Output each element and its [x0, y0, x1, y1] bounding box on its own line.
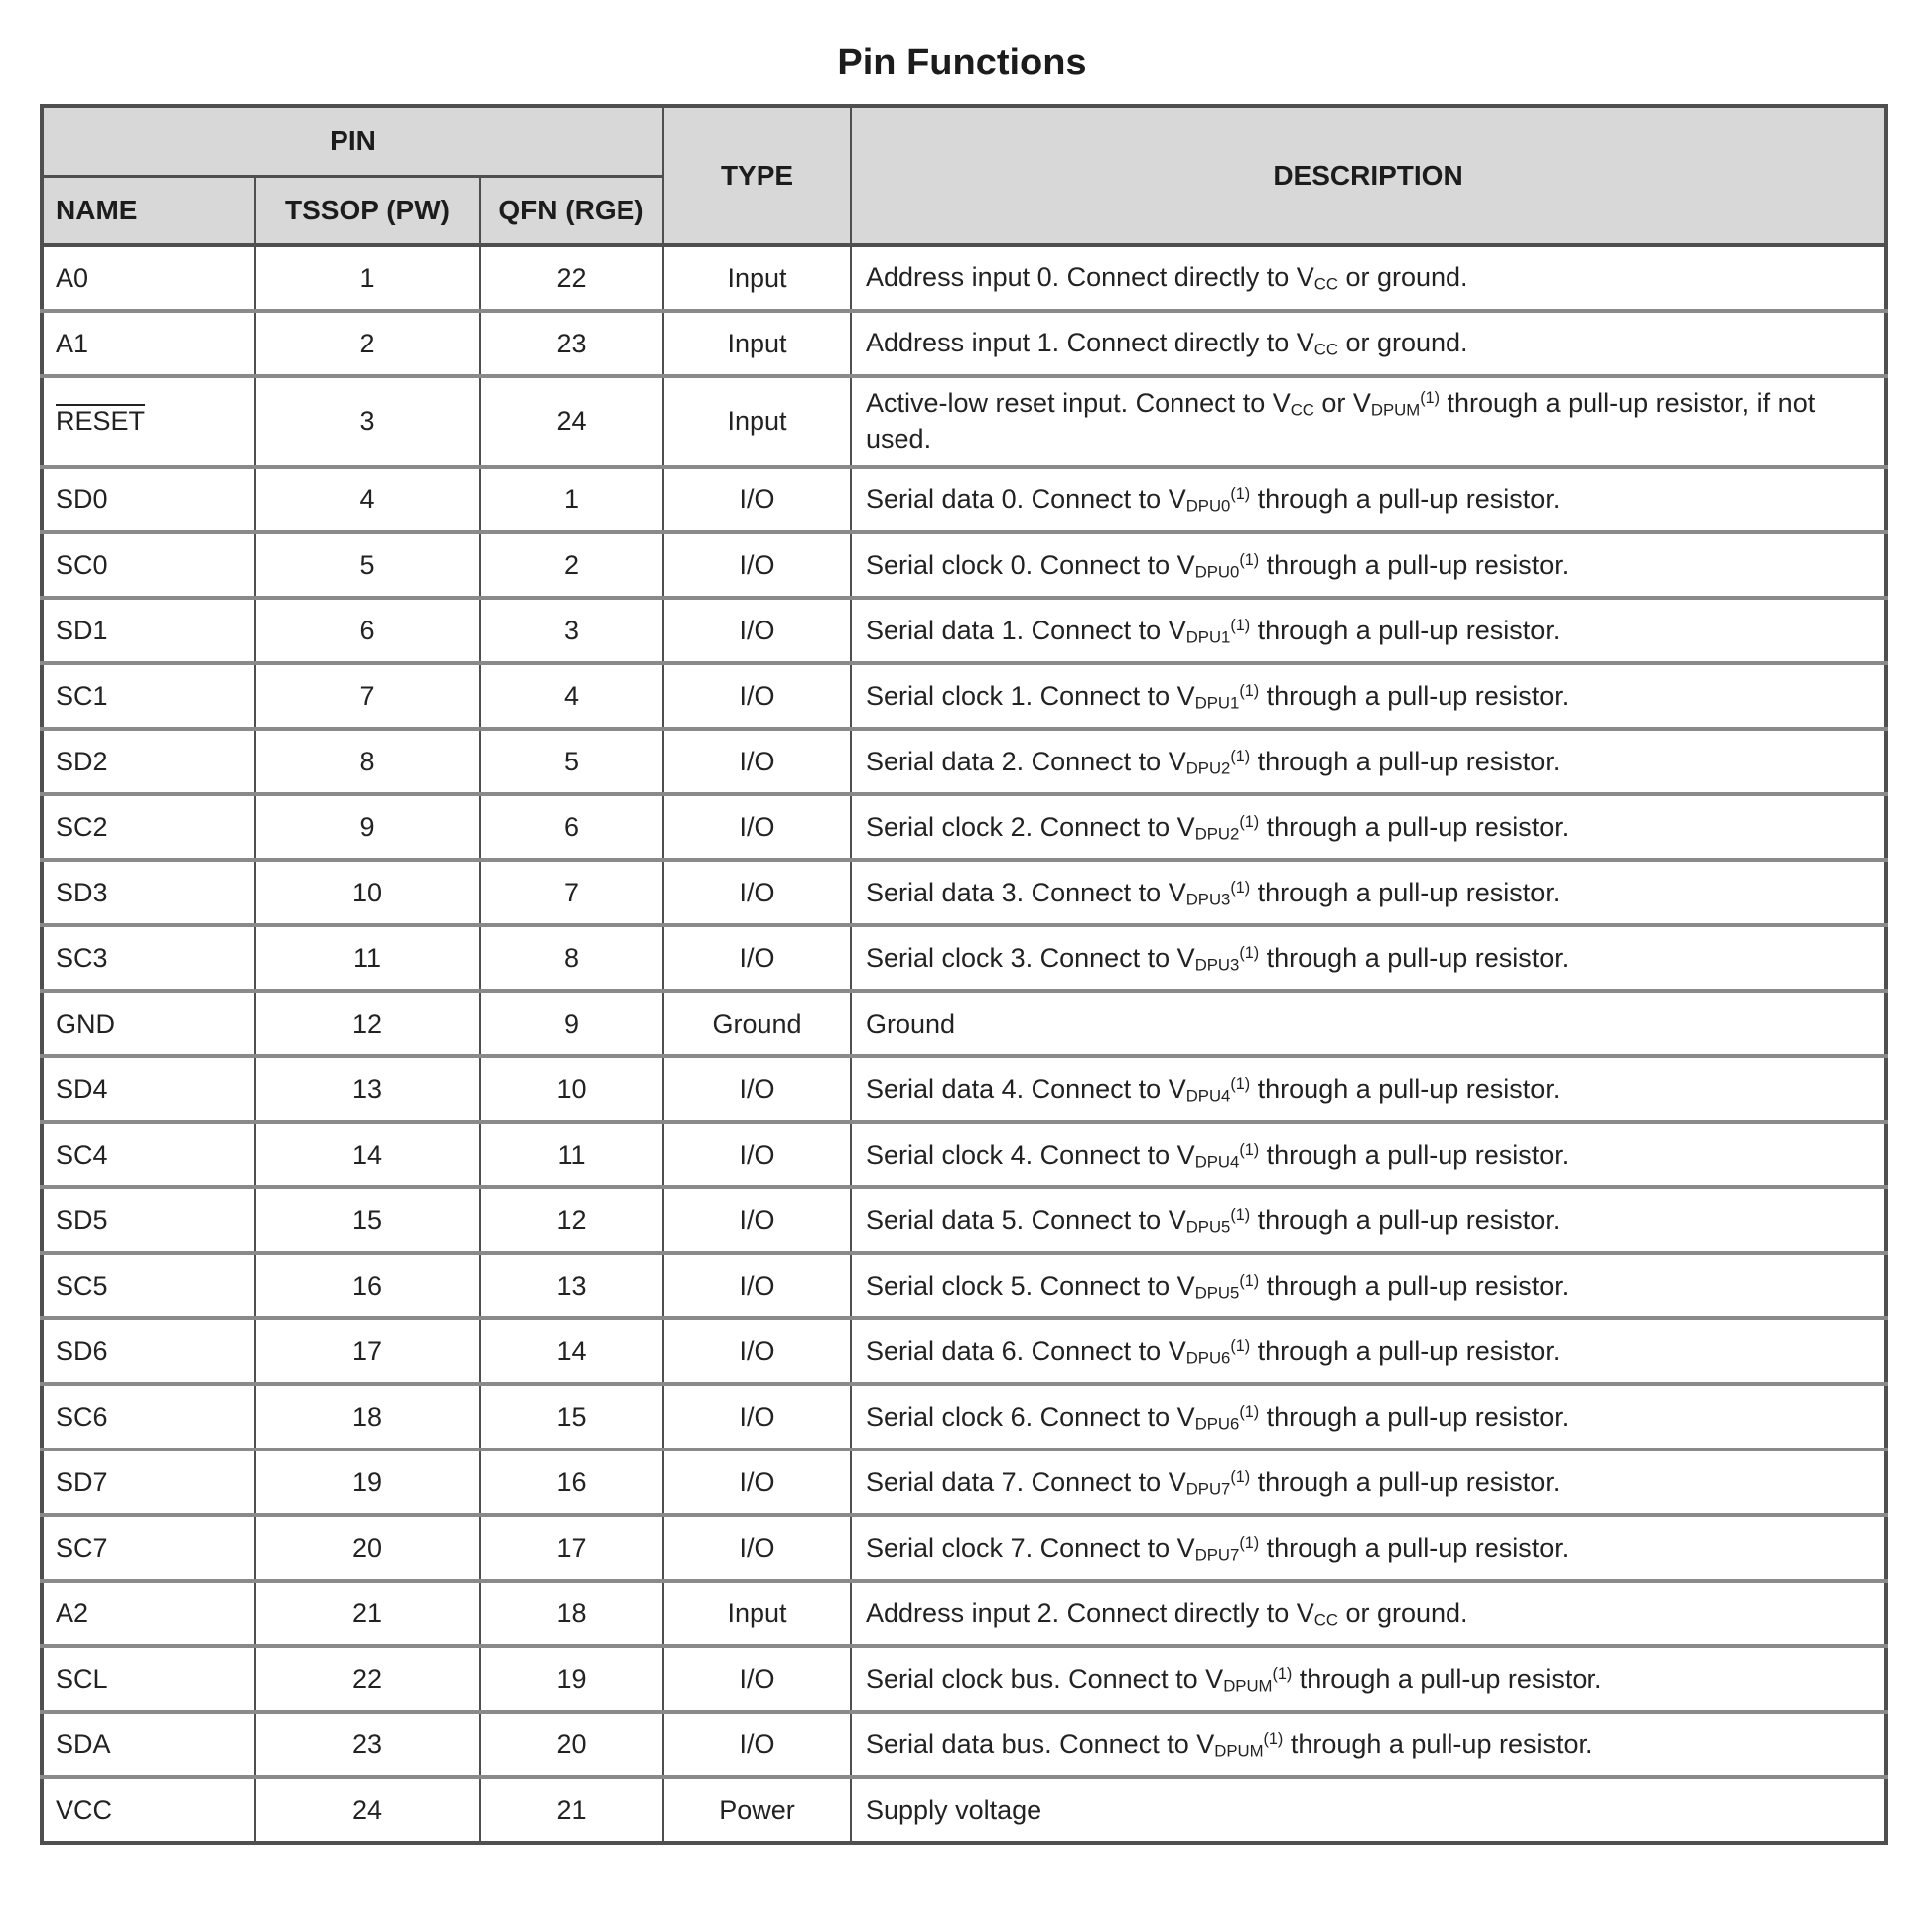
- table-header: [42, 106, 1886, 245]
- pin-type-cell: I/O: [663, 1712, 851, 1777]
- pin-name-cell: SC4: [42, 1122, 255, 1187]
- voltage-subscript: CC: [1290, 400, 1314, 420]
- pin-description-cell: Active-low reset input. Connect to $V_{CC}$ or $V_{DPUM}^{(1)}$ through a pull-up resistor, if not used.: [851, 376, 1886, 467]
- pin-tssop-cell: 15: [255, 1187, 480, 1253]
- pin-tssop-cell: 8: [255, 729, 480, 794]
- pin-tssop-cell: 13: [255, 1056, 480, 1122]
- pin-qfn-cell: 12: [480, 1187, 663, 1253]
- pin-row: [42, 376, 1886, 467]
- pin-qfn-cell: 23: [480, 311, 663, 376]
- pin-qfn-cell: 22: [480, 245, 663, 311]
- pin-description-cell: Serial clock 0. Connect to $V_{DPU0}^{(1)}$ through a pull-up resistor.: [851, 532, 1886, 598]
- header-name: NAME: [42, 176, 255, 245]
- pin-description-cell: Address input 0. Connect directly to $V_{CC}$ or ground.: [851, 245, 1886, 311]
- pin-tssop-cell: 21: [255, 1581, 480, 1646]
- pin-tssop-cell: 20: [255, 1515, 480, 1581]
- pin-description-cell: Serial clock 1. Connect to $V_{DPU1}^{(1)}$ through a pull-up resistor.: [851, 663, 1886, 729]
- footnote-superscript: (1): [1263, 1729, 1284, 1748]
- footnote-superscript: (1): [1239, 1140, 1260, 1159]
- pin-description-cell: Serial data 1. Connect to $V_{DPU1}^{(1)}$ through a pull-up resistor.: [851, 598, 1886, 663]
- pin-description-cell: Address input 2. Connect directly to $V_{CC}$ or ground.: [851, 1581, 1886, 1646]
- pin-type-cell: I/O: [663, 1187, 851, 1253]
- pin-type-cell: I/O: [663, 794, 851, 860]
- voltage-subscript: DPU2: [1194, 824, 1240, 844]
- pin-description-cell: Serial data bus. Connect to $V_{DPUM}^{(1)}$ through a pull-up resistor.: [851, 1712, 1886, 1777]
- pin-description-cell: Serial clock 4. Connect to $V_{DPU4}^{(1)}$ through a pull-up resistor.: [851, 1122, 1886, 1187]
- pin-row: [42, 532, 1886, 598]
- pin-tssop-cell: 17: [255, 1318, 480, 1384]
- pin-name-cell: SC3: [42, 925, 255, 991]
- pin-row: [42, 1318, 1886, 1384]
- pin-row: [42, 1056, 1886, 1122]
- pin-name-cell: SD0: [42, 467, 255, 532]
- pin-qfn-cell: 18: [480, 1581, 663, 1646]
- pin-name-cell: SD3: [42, 860, 255, 925]
- pin-row: [42, 1712, 1886, 1777]
- pin-type-cell: I/O: [663, 1646, 851, 1712]
- pin-row: [42, 467, 1886, 532]
- pin-name-cell: SC1: [42, 663, 255, 729]
- pin-type-cell: Power: [663, 1777, 851, 1843]
- pin-name-cell: SC2: [42, 794, 255, 860]
- pin-name-cell: VCC: [42, 1777, 255, 1843]
- pin-table-body: [42, 245, 1886, 1843]
- footnote-superscript: (1): [1230, 1205, 1251, 1224]
- pin-row: [42, 311, 1886, 376]
- voltage-subscript: DPU1: [1185, 627, 1231, 647]
- pin-tssop-cell: 22: [255, 1646, 480, 1712]
- pin-row: [42, 245, 1886, 311]
- pin-tssop-cell: 2: [255, 311, 480, 376]
- pin-row: [42, 1449, 1886, 1515]
- pin-type-cell: I/O: [663, 532, 851, 598]
- footnote-superscript: (1): [1230, 878, 1251, 897]
- pin-tssop-cell: 16: [255, 1253, 480, 1318]
- pin-tssop-cell: 10: [255, 860, 480, 925]
- footnote-superscript: (1): [1230, 616, 1251, 634]
- voltage-subscript: DPU2: [1185, 759, 1231, 778]
- pin-row: [42, 1384, 1886, 1449]
- footnote-superscript: (1): [1230, 1074, 1251, 1093]
- pin-description-cell: Serial clock 6. Connect to $V_{DPU6}^{(1)}$ through a pull-up resistor.: [851, 1384, 1886, 1449]
- voltage-subscript: DPU5: [1194, 1283, 1240, 1303]
- pin-name-cell: SC5: [42, 1253, 255, 1318]
- footnote-superscript: (1): [1239, 812, 1260, 831]
- voltage-subscript: DPU4: [1194, 1152, 1240, 1172]
- pin-tssop-cell: 6: [255, 598, 480, 663]
- pin-tssop-cell: 3: [255, 376, 480, 467]
- pin-tssop-cell: 14: [255, 1122, 480, 1187]
- pin-tssop-cell: 19: [255, 1449, 480, 1515]
- pin-type-cell: Input: [663, 245, 851, 311]
- pin-name-cell: GND: [42, 991, 255, 1056]
- voltage-subscript: DPU1: [1194, 693, 1240, 713]
- header-tssop: TSSOP (PW): [255, 176, 480, 245]
- pin-tssop-cell: 11: [255, 925, 480, 991]
- voltage-subscript: DPU5: [1185, 1217, 1231, 1237]
- pin-row: [42, 598, 1886, 663]
- pin-type-cell: I/O: [663, 925, 851, 991]
- pin-qfn-cell: 3: [480, 598, 663, 663]
- pin-qfn-cell: 4: [480, 663, 663, 729]
- pin-name-cell: SC6: [42, 1384, 255, 1449]
- pin-name-cell: SD4: [42, 1056, 255, 1122]
- pin-type-cell: I/O: [663, 1318, 851, 1384]
- voltage-subscript: CC: [1313, 274, 1338, 294]
- pin-description-cell: Serial data 6. Connect to $V_{DPU6}^{(1)}$ through a pull-up resistor.: [851, 1318, 1886, 1384]
- voltage-subscript: DPU6: [1194, 1414, 1240, 1434]
- pin-name-cell: SD1: [42, 598, 255, 663]
- voltage-subscript: DPU6: [1185, 1348, 1231, 1368]
- pin-row: [42, 794, 1886, 860]
- pin-name-cell: SD5: [42, 1187, 255, 1253]
- footnote-superscript: (1): [1420, 389, 1440, 408]
- pin-row: [42, 991, 1886, 1056]
- pin-qfn-cell: 13: [480, 1253, 663, 1318]
- pin-description-cell: Address input 1. Connect directly to $V_{CC}$ or ground.: [851, 311, 1886, 376]
- footnote-superscript: (1): [1239, 1271, 1260, 1290]
- pin-row: [42, 1646, 1886, 1712]
- pin-name-cell: SD2: [42, 729, 255, 794]
- pin-name-cell: SD7: [42, 1449, 255, 1515]
- pin-description-cell: Serial clock 2. Connect to $V_{DPU2}^{(1)}$ through a pull-up resistor.: [851, 794, 1886, 860]
- pin-type-cell: I/O: [663, 1056, 851, 1122]
- pin-row: [42, 1581, 1886, 1646]
- header-row-pin-group: [42, 106, 1886, 176]
- pin-description-cell: Supply voltage: [851, 1777, 1886, 1843]
- pin-name-cell: A2: [42, 1581, 255, 1646]
- header-qfn: QFN (RGE): [480, 176, 663, 245]
- pin-type-cell: I/O: [663, 860, 851, 925]
- pin-qfn-cell: 15: [480, 1384, 663, 1449]
- footnote-superscript: (1): [1272, 1664, 1293, 1683]
- pin-type-cell: I/O: [663, 598, 851, 663]
- pin-qfn-cell: 2: [480, 532, 663, 598]
- pin-row: [42, 1515, 1886, 1581]
- header-pin-group: PIN: [42, 106, 663, 176]
- pin-qfn-cell: 17: [480, 1515, 663, 1581]
- pin-qfn-cell: 1: [480, 467, 663, 532]
- pin-type-cell: Input: [663, 376, 851, 467]
- pin-description-cell: Serial data 5. Connect to $V_{DPU5}^{(1)}$ through a pull-up resistor.: [851, 1187, 1886, 1253]
- pin-qfn-cell: 9: [480, 991, 663, 1056]
- pin-qfn-cell: 20: [480, 1712, 663, 1777]
- voltage-subscript: DPU0: [1185, 496, 1231, 516]
- pin-name-cell: SC7: [42, 1515, 255, 1581]
- voltage-subscript: DPUM: [1214, 1741, 1264, 1761]
- pin-description-cell: Serial data 2. Connect to $V_{DPU2}^{(1)}$ through a pull-up resistor.: [851, 729, 1886, 794]
- pin-row: [42, 729, 1886, 794]
- pin-name-cell: A0: [42, 245, 255, 311]
- pin-row: [42, 1253, 1886, 1318]
- pin-name-cell: RESET: [42, 376, 255, 467]
- pin-type-cell: I/O: [663, 663, 851, 729]
- pin-name-cell: SC0: [42, 532, 255, 598]
- voltage-subscript: DPU7: [1185, 1479, 1231, 1499]
- pin-name-cell: SCL: [42, 1646, 255, 1712]
- pin-qfn-cell: 6: [480, 794, 663, 860]
- header-description: DESCRIPTION: [851, 106, 1886, 245]
- pin-qfn-cell: 21: [480, 1777, 663, 1843]
- pin-tssop-cell: 5: [255, 532, 480, 598]
- footnote-superscript: (1): [1239, 943, 1260, 962]
- pin-description-cell: Serial clock 7. Connect to $V_{DPU7}^{(1)}$ through a pull-up resistor.: [851, 1515, 1886, 1581]
- pin-type-cell: I/O: [663, 467, 851, 532]
- footnote-superscript: (1): [1230, 1336, 1251, 1355]
- pin-qfn-cell: 16: [480, 1449, 663, 1515]
- pin-description-cell: Serial data 3. Connect to $V_{DPU3}^{(1)}$ through a pull-up resistor.: [851, 860, 1886, 925]
- pin-description-cell: Serial data 4. Connect to $V_{DPU4}^{(1)}$ through a pull-up resistor.: [851, 1056, 1886, 1122]
- pin-qfn-cell: 19: [480, 1646, 663, 1712]
- voltage-subscript: DPU7: [1194, 1545, 1240, 1565]
- pin-type-cell: Input: [663, 311, 851, 376]
- pin-type-cell: I/O: [663, 1515, 851, 1581]
- voltage-subscript: CC: [1313, 1610, 1338, 1630]
- pin-description-cell: Serial clock 5. Connect to $V_{DPU5}^{(1)}$ through a pull-up resistor.: [851, 1253, 1886, 1318]
- footnote-superscript: (1): [1239, 681, 1260, 700]
- voltage-subscript: CC: [1313, 340, 1338, 359]
- pin-type-cell: I/O: [663, 1449, 851, 1515]
- pin-type-cell: I/O: [663, 1384, 851, 1449]
- pin-tssop-cell: 9: [255, 794, 480, 860]
- header-type: TYPE: [663, 106, 851, 245]
- pin-type-cell: Ground: [663, 991, 851, 1056]
- pin-name-cell: SDA: [42, 1712, 255, 1777]
- pin-qfn-cell: 14: [480, 1318, 663, 1384]
- footnote-superscript: (1): [1230, 747, 1251, 765]
- footnote-superscript: (1): [1230, 484, 1251, 503]
- pin-tssop-cell: 23: [255, 1712, 480, 1777]
- pin-type-cell: I/O: [663, 729, 851, 794]
- pin-type-cell: Input: [663, 1581, 851, 1646]
- pin-name-cell: A1: [42, 311, 255, 376]
- pin-description-cell: Ground: [851, 991, 1886, 1056]
- pin-qfn-cell: 10: [480, 1056, 663, 1122]
- pin-tssop-cell: 24: [255, 1777, 480, 1843]
- pin-qfn-cell: 5: [480, 729, 663, 794]
- footnote-superscript: (1): [1239, 550, 1260, 569]
- voltage-subscript: DPU0: [1194, 562, 1240, 582]
- voltage-subscript: DPU4: [1185, 1086, 1231, 1106]
- footnote-superscript: (1): [1239, 1533, 1260, 1552]
- footnote-superscript: (1): [1230, 1467, 1251, 1486]
- pin-type-cell: I/O: [663, 1122, 851, 1187]
- pin-qfn-cell: 11: [480, 1122, 663, 1187]
- voltage-subscript: DPUM: [1223, 1676, 1273, 1696]
- pin-qfn-cell: 7: [480, 860, 663, 925]
- pin-type-cell: I/O: [663, 1253, 851, 1318]
- pin-row: [42, 1187, 1886, 1253]
- pin-qfn-cell: 24: [480, 376, 663, 467]
- pin-row: [42, 663, 1886, 729]
- pin-description-cell: Serial data 7. Connect to $V_{DPU7}^{(1)}$ through a pull-up resistor.: [851, 1449, 1886, 1515]
- pin-name-cell: SD6: [42, 1318, 255, 1384]
- pin-tssop-cell: 1: [255, 245, 480, 311]
- pin-functions-table: [40, 104, 1888, 1845]
- page-title: Pin Functions: [837, 42, 1087, 83]
- pin-description-cell: Serial clock bus. Connect to $V_{DPUM}^{(1)}$ through a pull-up resistor.: [851, 1646, 1886, 1712]
- pin-qfn-cell: 8: [480, 925, 663, 991]
- pin-description-cell: Serial clock 3. Connect to $V_{DPU3}^{(1)}$ through a pull-up resistor.: [851, 925, 1886, 991]
- pin-tssop-cell: 7: [255, 663, 480, 729]
- pin-row: [42, 925, 1886, 991]
- pin-row: [42, 1122, 1886, 1187]
- voltage-subscript: DPU3: [1194, 955, 1240, 975]
- pin-description-cell: Serial data 0. Connect to $V_{DPU0}^{(1)}$ through a pull-up resistor.: [851, 467, 1886, 532]
- pin-tssop-cell: 18: [255, 1384, 480, 1449]
- voltage-subscript: DPUM: [1370, 400, 1421, 420]
- pin-tssop-cell: 4: [255, 467, 480, 532]
- footnote-superscript: (1): [1239, 1402, 1260, 1421]
- pin-row: [42, 860, 1886, 925]
- pin-tssop-cell: 12: [255, 991, 480, 1056]
- voltage-subscript: DPU3: [1185, 890, 1231, 909]
- pin-row: [42, 1777, 1886, 1843]
